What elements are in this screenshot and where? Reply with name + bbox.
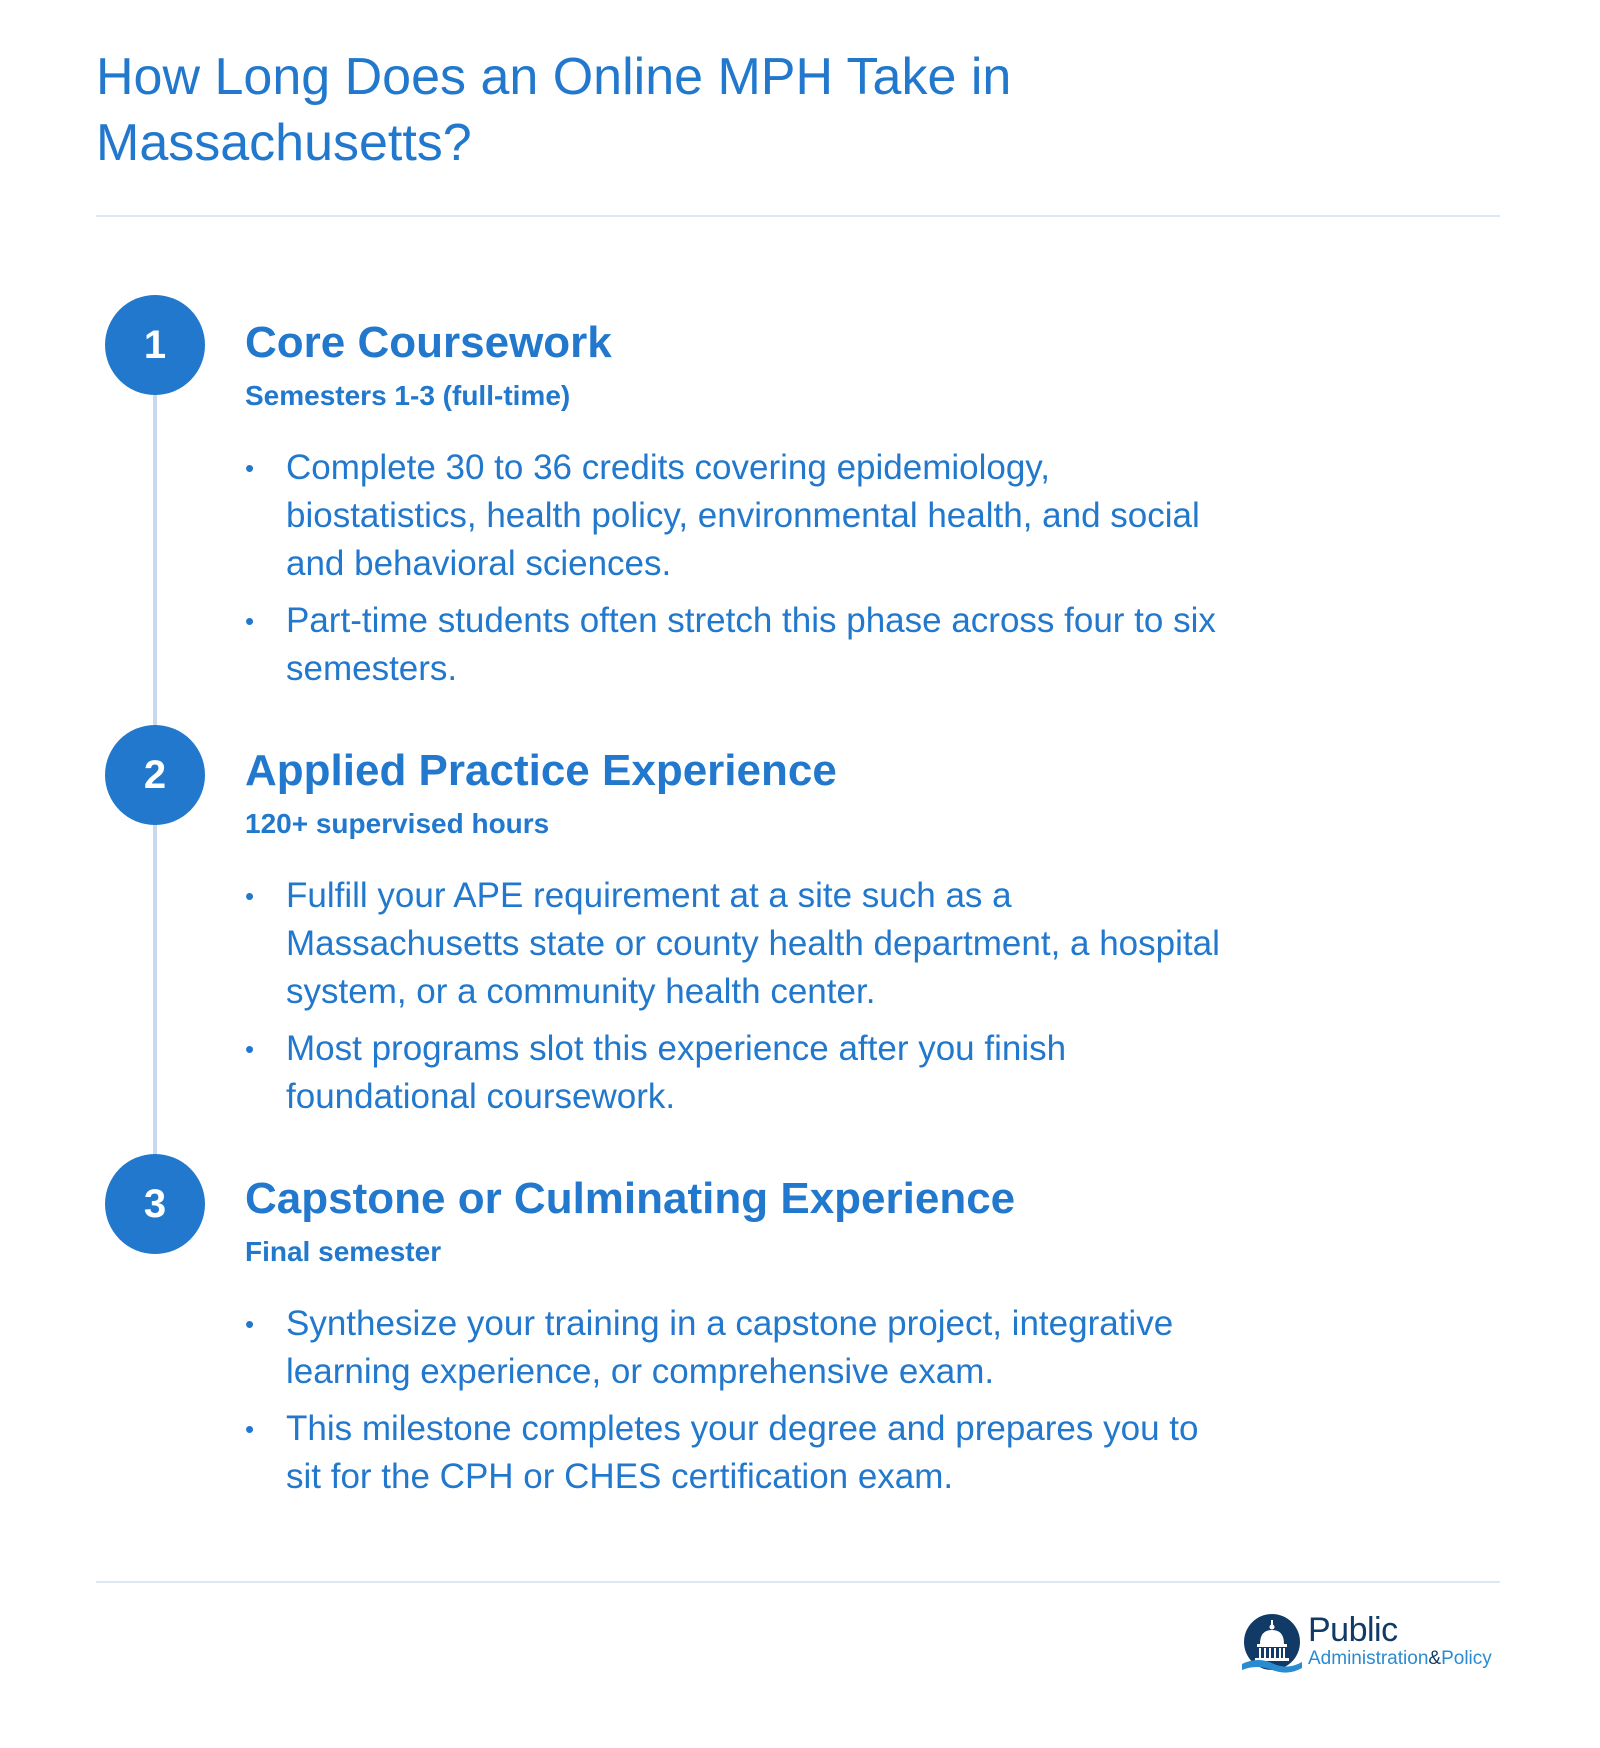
step-number-badge: 1 <box>105 295 205 395</box>
list-item <box>245 1025 1236 1121</box>
list-item <box>245 1405 1236 1501</box>
list-item <box>245 1300 1236 1396</box>
timeline-connector <box>153 810 157 1160</box>
brand-logo <box>1240 1612 1500 1676</box>
page-title: How Long Does an Online MPH Take in Massachusetts? <box>96 48 1012 172</box>
step-title: Core Coursework <box>245 318 612 367</box>
list-item <box>245 872 1236 1016</box>
list-item <box>245 597 1236 693</box>
bullet-icon: • <box>245 1309 255 1339</box>
bullet-text: Synthesize your training in a capstone project, integrative learning experience, or comprehensive exam. <box>286 1304 1174 1391</box>
bullet-text: Complete 30 to 36 credits covering epidemiology, biostatistics, health policy, environmental health, and social and behavioral sciences. <box>286 448 1200 583</box>
list-item <box>245 444 1236 588</box>
logo-wordmark-subline <box>1308 1648 1492 1670</box>
logo-wordmark-administration: Administration <box>1308 1648 1429 1669</box>
bullet-text: Part-time students often stretch this phase across four to six semesters. <box>286 601 1216 688</box>
bullet-icon: • <box>245 453 255 483</box>
bullet-icon: • <box>245 881 255 911</box>
step-core-coursework <box>245 316 1245 702</box>
step-title: Capstone or Culminating Experience <box>245 1174 1016 1223</box>
step-title: Applied Practice Experience <box>245 746 837 795</box>
bullet-text: This milestone completes your degree and prepares you to sit for the CPH or CHES certification exam. <box>286 1409 1199 1496</box>
bullet-icon: • <box>245 1034 255 1064</box>
logo-wordmark-public: Public <box>1308 1611 1398 1649</box>
step-bullet-list <box>245 872 1245 1121</box>
bullet-text: Fulfill your APE requirement at a site such as a Massachusetts state or county health department, a hospital system, or a community health center. <box>286 876 1220 1011</box>
step-capstone <box>245 1172 1245 1510</box>
capitol-dome-icon <box>1240 1612 1304 1676</box>
step-number-badge: 2 <box>105 725 205 825</box>
step-bullet-list <box>245 1300 1245 1501</box>
step-bullet-list <box>245 444 1245 693</box>
logo-ampersand: & <box>1428 1648 1442 1669</box>
step-number-badge: 3 <box>105 1154 205 1254</box>
step-subtitle: Semesters 1-3 (full-time) <box>245 380 571 411</box>
bullet-text: Most programs slot this experience after you finish foundational coursework. <box>286 1029 1067 1116</box>
timeline-connector <box>153 380 157 730</box>
step-subtitle: 120+ supervised hours <box>245 808 550 839</box>
bottom-divider <box>96 1581 1500 1583</box>
logo-wordmark-policy: Policy <box>1441 1648 1492 1669</box>
bullet-icon: • <box>245 1414 255 1444</box>
bullet-icon: • <box>245 606 255 636</box>
step-applied-practice <box>245 744 1245 1130</box>
step-subtitle: Final semester <box>245 1236 442 1267</box>
